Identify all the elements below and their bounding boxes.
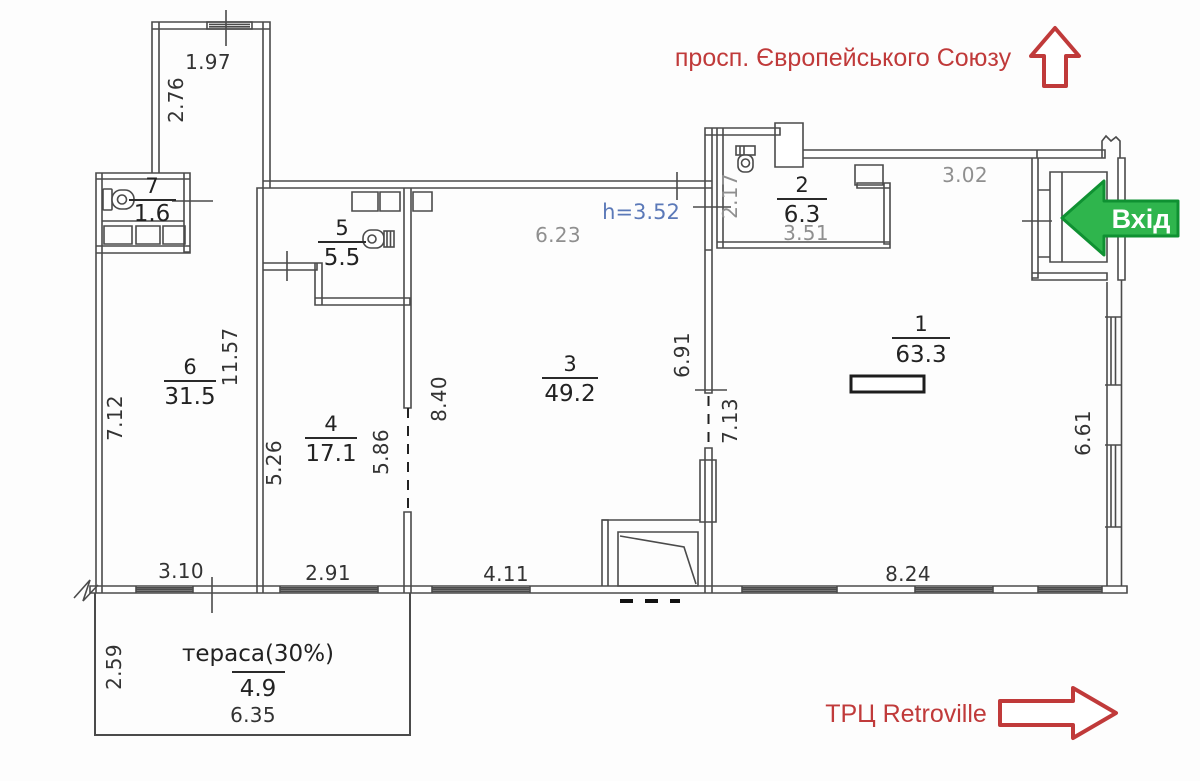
toilet-icon-room2 bbox=[736, 146, 755, 172]
dim-room3-top: 6.23 bbox=[535, 223, 581, 247]
room2-number: 2 bbox=[795, 173, 809, 197]
dim-room6-left: 7.12 bbox=[103, 395, 127, 441]
room5-number: 5 bbox=[335, 216, 349, 240]
dim-terrace-bottom: 6.35 bbox=[230, 703, 276, 727]
ceiling-height-label: h=3.52 bbox=[602, 200, 680, 224]
dashed-openings-group bbox=[408, 396, 709, 601]
dim-room1-top: 3.02 bbox=[942, 163, 988, 187]
dim-shaft-height: 2.76 bbox=[164, 77, 188, 123]
dim-room3-left: 8.40 bbox=[427, 376, 451, 422]
dim-terrace-left: 2.59 bbox=[102, 644, 126, 690]
dim-room4-right: 5.86 bbox=[369, 429, 393, 475]
wall-segments bbox=[90, 22, 1127, 593]
dim-shaft-width: 1.97 bbox=[185, 50, 231, 74]
terrace-area: 4.9 bbox=[239, 676, 277, 702]
room-labels-group bbox=[129, 173, 950, 702]
mall-bottom-label: ТРЦ Retroville bbox=[825, 700, 987, 728]
dim-room3-right: 6.91 bbox=[670, 332, 694, 378]
room2-area: 6.3 bbox=[783, 202, 821, 228]
terrace-name: тераса(30%) bbox=[181, 641, 335, 667]
room4-number: 4 bbox=[324, 412, 338, 436]
room1-area: 63.3 bbox=[895, 342, 947, 368]
counter-room1 bbox=[851, 376, 924, 392]
dim-room2-left: 2.17 bbox=[718, 173, 742, 219]
room6-area: 31.5 bbox=[164, 384, 216, 410]
room1-number: 1 bbox=[914, 312, 928, 336]
room5-area: 5.5 bbox=[323, 245, 361, 271]
walls-group bbox=[90, 22, 1127, 593]
dim-room1-left: 7.13 bbox=[718, 398, 742, 444]
right-window-wall bbox=[1105, 280, 1122, 586]
dim-room1-right: 6.61 bbox=[1071, 410, 1095, 456]
dim-room4-left: 5.26 bbox=[262, 440, 286, 486]
street-top-label: просп. Європейського Союзу bbox=[674, 44, 1012, 72]
dim-room2-bottom: 3.51 bbox=[783, 221, 829, 245]
room3-area: 49.2 bbox=[544, 381, 596, 407]
room6-number: 6 bbox=[183, 355, 197, 379]
dim-room6-right: 11.57 bbox=[218, 327, 242, 387]
stair-ramp bbox=[602, 520, 700, 586]
dim-room1-bottom: 8.24 bbox=[885, 562, 931, 586]
arrow-up-icon bbox=[1031, 28, 1079, 86]
room7-area: 1.6 bbox=[133, 201, 171, 227]
dim-room4-bottom: 2.91 bbox=[305, 561, 351, 585]
room7-number: 7 bbox=[145, 174, 159, 198]
dim-room3-bottom: 4.11 bbox=[483, 562, 529, 586]
toilet-icon-room5 bbox=[363, 230, 394, 248]
room3-number: 3 bbox=[563, 352, 577, 376]
dim-room6-bottom: 3.10 bbox=[158, 559, 204, 583]
entrance-label: Вхід bbox=[1111, 204, 1171, 234]
room4-area: 17.1 bbox=[305, 441, 357, 467]
arrow-right-icon bbox=[1000, 688, 1116, 738]
